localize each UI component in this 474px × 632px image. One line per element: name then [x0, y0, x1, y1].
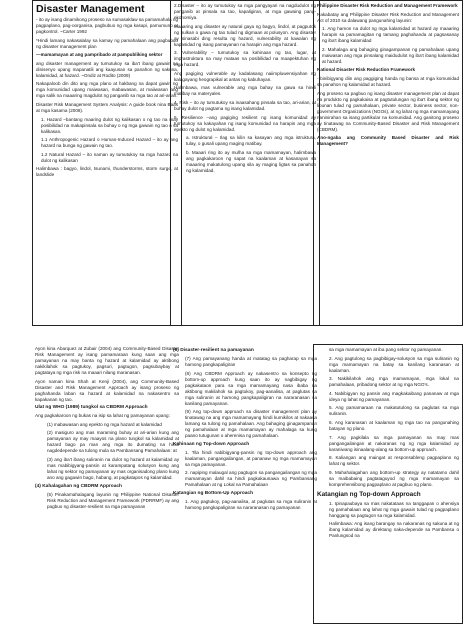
column-resilient-communities	[170, 344, 320, 624]
paragraph: Ayon kina Abarquez at Zubair (2004) ang Community-Based Disaster Risk Management ay isang pamamaraan kung saan ang mga pamayanan na may banta ng hazard at kalamidad ay aktibong nakikilahok sa pagtukoy, pagsuri, pagtugon, pagsubaybay at pagtataya ng mga risk na maaari nilang maranasan.	[35, 346, 179, 375]
paragraph: (3) ang iba't ibang suliranin na dulot ng hazard at kalamidad ay mas mabibigyang-pansin at karampatang solusyon kung ang lahat ng sektor ng pamayanan ay mas organisadong plano kung ano ang gagawin bago, habang, at pagkatapos ng kalamidad.	[47, 456, 179, 480]
paragraph: Disaster Risk Management System Analysis: A guide book nina Baas at mga kasama (2008).	[36, 101, 178, 113]
paragraph: a. Istruktural – Ilag sa kilin sa kasayan ang mga istruktura, tulay, o gusali upang maging matibay.	[186, 135, 316, 147]
paragraph: 1. Hazard –bantang maaring dulot ng kalikasan o ng tao na may posibilidad na makapinsala sa buhay o ng mga gawain ng tao o sa kalikasan.	[41, 116, 178, 134]
paragraph: Ang proseso sa pagbuo ng isang disaster management plan at dapat na produkto ng pagkakaisa at pagtutulungan ng iba't ibang sektor ng lipunan tulad ng pamahalaan, private sector, business sector, non-government Organizations (NGOs), at ng lahat ng mga mamamayang naninirahan sa isang partikular na komunidad. Ang ganitong proseso ay tinatawag na Community-Based Disaster and Risk Management (CBDRM).	[317, 90, 459, 132]
paragraph: 8. Kaliangan ang maingat at responsableng pagpaplano ng lahat ng sektor.	[329, 455, 459, 467]
paragraph: —mamamayan at ang pampribado at pampubliking sektor	[36, 52, 163, 58]
paragraph: ang disaster management ay tumutukoy sa iba't ibang gawain na dinisenyo upang mapanatili ang kaayusan sa panahon ng sakuna, kalamidad, at hazard. ~Ondiz at Rodito (2009)	[36, 60, 178, 78]
subheading: (6) Disaster-resilient na pamayanan	[173, 348, 254, 353]
paragraph: Halimbawa: Ang isang barangay na nakaranas ng sakuna at ng ibang kalamidad ay direktang naka-depende sa Pambansa o Panlungsod na	[329, 521, 459, 539]
paragraph: Philippine Disaster Risk Reduction and Management Framework	[317, 3, 458, 8]
paragraph: (5) Pinakamahalagang layunin ng Philippine National Disaster Risk Reduction and Management Framework (PDRRMF) ay ang pagbuo ng disaster-resilient na mga pamayanan	[47, 491, 179, 509]
subheading: (4) Kahalagahan ng CBDRM Approach	[35, 483, 122, 489]
subheading: Katangian ng Bottom-Up Approach	[173, 490, 254, 496]
paragraph: 1. Ang pagtukoy, pag-aanalisa, at paglutas sa mga suliranin at hamong pangkapaligiran na nararanasan ng pamayanan	[185, 498, 317, 510]
column-disaster-management	[32, 0, 182, 326]
paragraph: Ano-ngaba ang Community Based Disaster and Risk Management?	[317, 135, 459, 147]
paragraph: 6. Ang karanasan at kaalaman ng mga tao na pangunahing batayan ng plano.	[329, 419, 459, 431]
paragraph: Ang pagiging vulnerable ay kadalasang naiimpluwensiyahan ng kalagayang heograpikal at antas ng kabuhayan.	[174, 70, 316, 82]
paragraph: Nakapaloob din dito ang mga plano at hakbang na dapat gawin ng mga komunidad upang maiwasan, mabawasan, at maiiwasan ang mga salik na maaaring magdulot ng panganib sa mga tao at ari-arian.	[36, 81, 178, 99]
column-cbdrm-approach	[32, 344, 182, 624]
paragraph: *Hindi lamang nakasalalay sa kamay ng pamahalaan ang pagbubuo ng disaster management plan	[36, 37, 178, 49]
paragraph: 3. Nakikilahok ang mga mamamayan, mga lokal na pamahalaan, pribadong sektor at ng mga NGO's.	[329, 376, 459, 388]
paragraph: Maaaring ang disaster ay natural gaya ng bagyo, lindol, at pagputok ng bulkan o gawa ng tao tulad ng digmaan at polusyon. Ang disaster ay sinasabi ding resulta ng hazard, vulnerability at kawalan ng kapasidad ng isang pamayanan na harapin ang mga hazard.	[174, 23, 316, 47]
paragraph: National Disaster Risk Reduction Framework	[317, 67, 416, 73]
paragraph-list	[174, 3, 316, 174]
column-bottom-up-top-down	[313, 344, 463, 624]
paragraph: (1) mabawasan ang epekto ng mga hazard at kalamidad	[47, 421, 162, 427]
paragraph: 3. Vulnerability – tumutukoy sa kahinaan ng tao, lugar, at imprastruktura na may mataas na posibilidad na maapektuhan ng mga hazard.	[174, 50, 316, 68]
paragraph: (7) Ang pamayanang handa at matatag sa pagharap sa mga hamong pangkapaligiran	[185, 356, 317, 367]
paragraph: 4. Risk – ito ay tumutukoy sa inaasahang pinsala sa tao, ari-arian, at buhay dulot ng pagtama ng isang kalamidad.	[174, 99, 316, 111]
paragraph-list	[35, 346, 179, 510]
paragraph: - ito ay isang dinamikong proseso na sumasaklaw sa pamamahala ng pagpaplano, pag-oorganisa, pagbubuo ng mga kasapi, pamumuno at pagkontrol. ~Carter 1992	[36, 17, 178, 34]
paragraph-list	[36, 17, 178, 178]
paragraph: Ang pagkakaroon ng bukas na isip sa lahat ng pamayanan upang:	[35, 413, 170, 419]
paragraph: Ayon naman kina Shah at Kenji (2004), ang Community-Based Disaster and Risk Management Approach ay isang proseso ng paghahanda laban sa hazard at kalamidad na nakasentro sa kapakanan ng tao.	[35, 378, 179, 402]
paragraph: 1.2 Natural Hazard – ito naman ay tumutukoy sa mga hazard na dulot ng kalikasan	[41, 151, 178, 163]
paragraph: Halimbawa : bagyo, lindol, tsunami, thunderstorms, storm surge, at landslide	[36, 166, 178, 178]
column-disaster-definitions	[170, 0, 320, 326]
paragraph: 9. Mahahalagahan ang bottom-up strategy ay natatamo dahil sa maibabaing pagtataguyod ng mga mamamayan sa komprehensibong pagpaplano at pagbuo ng plano.	[329, 469, 459, 487]
paragraph: Nakabatay ang Philippine Disaster Risk Reduction and Management Act of 2010 sa dalawang pangunahing layunin:	[317, 11, 459, 23]
paragraph: 1.1 Anthropogenic Hazard o Human-Induced Hazard – ito ay ang hazard na bunga ng gawain ng tao.	[41, 137, 178, 149]
paragraph: 5. Resilience –ang pagiging resilient ng isang komunidad ay tumutukoy sa kakayahan ng isang komunidad na harapin ang mga epekto ng dulot ng kalamidad.	[174, 114, 316, 132]
paragraph: sa mga mamamayan at iba pang sektor ng pamayanan.	[329, 347, 443, 352]
paragraph: 7. Ang pagkilala sa mga pamayanan na may mas pangangailangan at nakaranas ng ng mga kalamidad ay karaniwang isinaalang-alang sa bottom-up approach.	[329, 434, 459, 452]
paragraph: 1. Ang hamon na dulot ng mga kalamidad at hazard ay maaaring harapin sa pamamagitan ng tamang paghahanda at pagsasanay ng iba't ibang kalamidad	[322, 26, 459, 44]
paragraph: 4. Nabibigyan ng pansin ang magkakaibang pananaw at mga ideya ng lahat ng pamayanan.	[329, 390, 459, 402]
paragraph: 5. Ang pamamaraan na makatutulong sa paglutas sa mga suliranin.	[329, 405, 459, 417]
subheading: Ulat ng WHO (1989) tungkol sa CBDRM Approach	[35, 405, 148, 411]
page-two	[0, 342, 474, 632]
section-title: Disaster Management	[36, 3, 145, 15]
paragraph: 2. Ang pagtulong sa pagbibigay-solusyon sa mga suliranin ng mga mamamayan na batay sa kanilang karanasan at kaalaman.	[329, 355, 459, 373]
paragraph: - binibigyang diin ang paggiging handa ng bansa at mga komunidad sa panahon ng kalamidad at hazard.	[317, 75, 459, 87]
column-risk-reduction-framework	[313, 0, 463, 326]
paragraph: 2. napiping malaugal ang pagtugon sa pangangailangan ng mga mamamayan dahil sa hindi pagkakaunawa ng Pambansang Pamahalaan at ng Lokal na Pamahalaan	[185, 470, 317, 488]
paragraph: 1. Tila hindi nabibigyang-pansin ng top-down approach ang kaalaman, pangangailangan, at pananaw ng mga mamamayan sa mga pamayanan.	[185, 449, 317, 467]
subheading: Kahinaan ng Top-down Approach	[173, 441, 250, 447]
paragraph-list	[317, 3, 459, 147]
paragraph: 2.Disaster – ito ay tumutukoy sa mga pangyayari na nagdudulot ng panganib at pinsala sa tao, kapaligiran, at mga gawaing pang-ekonomiya.	[174, 3, 316, 20]
paragraph-list	[173, 348, 317, 511]
paragraph: (2) masiguro ang mas maraming buhay at ari-arian kung ang pamayanan ay may maayos na plano tungkol sa kalamidad at hazard bago pa man ang mga ito dumating na hindi nagdedepende sa tulong mula sa Pambansang Pamahalaan: at	[47, 430, 179, 454]
paragraph: 2. Mahalaga ang bahaging ginagampanan ng pamahalaan upang maiwasan ang mga pinsalang maidudulot ng iba't ibang kalamidad at hazard.	[322, 46, 459, 64]
subheading: Katangian ng Top-down Approach	[317, 490, 421, 498]
paragraph: (9) Ang top-down approach sa disaster management plan ay tinatawag na ang mga mamamayang hindi kumikilos at nakaasa lamang sa tulong ng pamahalaan. Ang bahaging ginagampanan ng pamahalaan at mga mamamayan ay mahalaga sa kung paano tutugunan o aherenisa ng pamahalaan.	[185, 409, 317, 439]
paragraph: 1. Ipinapaubaya sa mas nakatataas na tanggapan o ahensiya ng pamahalaan ang lahat ng mga gawain tulad ng pagpaplano hanggang sa pagtugon sa mga kalamidad.	[329, 500, 459, 518]
paragraph-list	[317, 347, 459, 539]
paragraph: (8) Ang CBDRM Approach ay nakasentro sa konsepto ng bottom-up approach kung saan ito ay nagbibigay ng pagkakataon para sa mga mamamayang nasa ibaba na aktibong makilahok sa pagtukoy, pag-aanalisa, at paglutas sa mga suliranin at hamong pangkapaligiran na nararanasan sa kanilang pamayanan.	[185, 370, 317, 406]
paragraph: b. Maaari ring ito ay mulha sa mga mamamayan, halimbawa ang pagkakaroon ng sapat na kaalaman at kasanayan sa maaaring makatulong upang sila ay maging ligtas sa panahon ng kalamidad.	[186, 149, 316, 173]
paragraph: Halimbawa, mas vulnerable ang mga bahay na gawa sa hindi matibay na materyales.	[174, 85, 316, 97]
